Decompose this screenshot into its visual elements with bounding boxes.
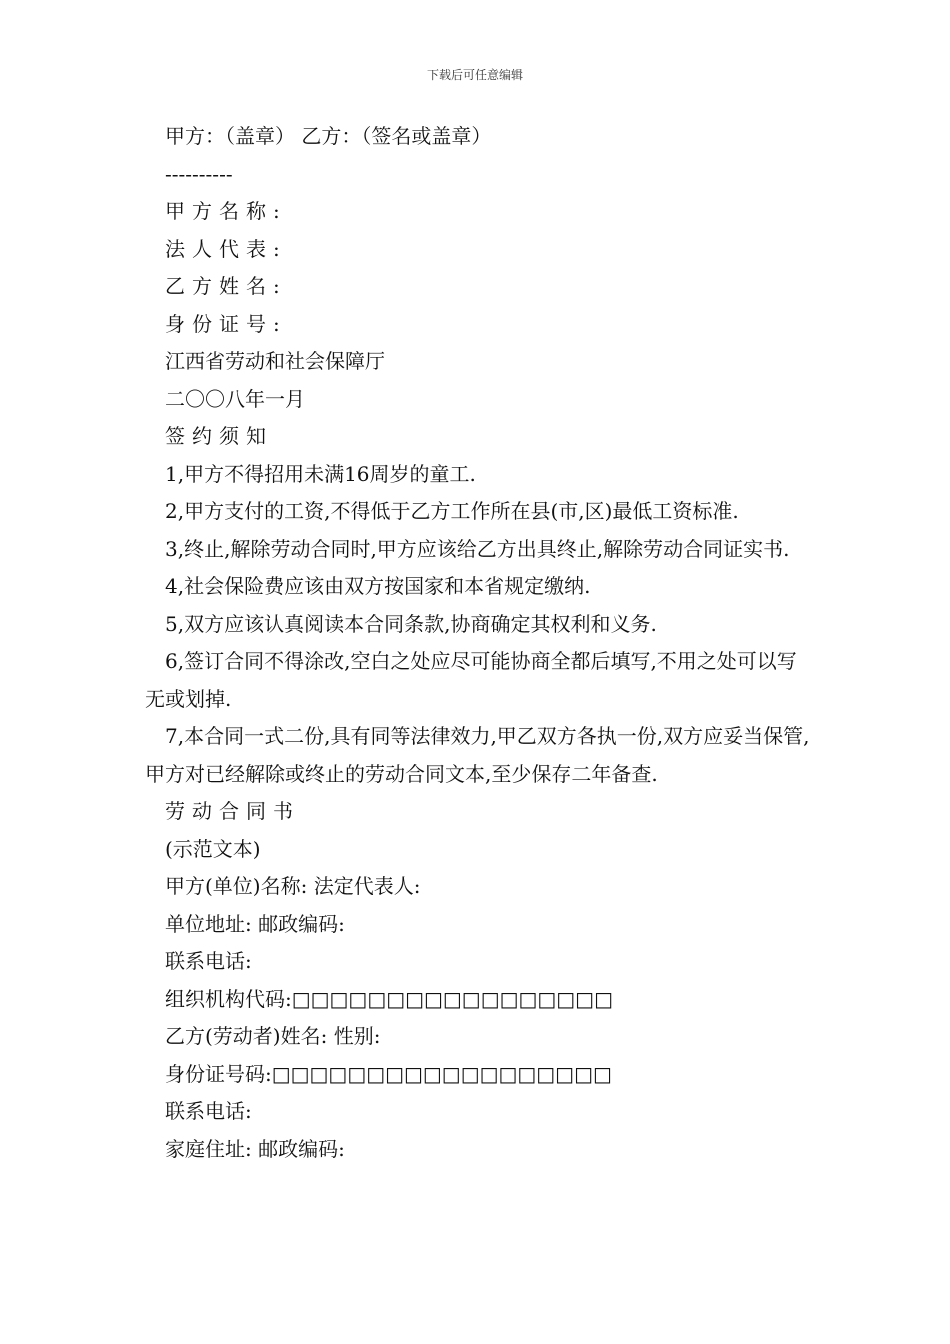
document-body [145, 118, 810, 1168]
issue-date: 二〇〇八年一月 [165, 386, 305, 411]
separator-dashes: ---------- [165, 161, 233, 186]
notice-item-3: 3,终止,解除劳动合同时,甲方应该给乙方出具终止,解除劳动合同证实书. [165, 536, 790, 561]
notice-item-6: 6,签订合同不得涂改,空白之处应尽可能协商全都后填写,不用之处可以写无或划掉. [145, 649, 797, 711]
notice-item-5: 5,双方应该认真阅读本合同条款,协商确定其权利和义务. [165, 611, 657, 636]
worker-name-field: 乙方(劳动者)姓名: 性别: [165, 1024, 381, 1048]
id-number-label: 身份证号: [165, 311, 287, 336]
worker-id-field: 身份证号码:□□□□□□□□□□□□□□□□□□ [165, 1061, 612, 1086]
home-address-field: 家庭住址: 邮政编码: [165, 1136, 345, 1161]
notice-item-4: 4,社会保险费应该由双方按国家和本省规定缴纳. [165, 574, 591, 598]
notice-item-7: 7,本合同一式二份,具有同等法律效力,甲乙双方各执一份,双方应妥当保管,甲方对已经解除或终止的劳动合同文本,至少保存二年备查. [145, 724, 810, 786]
sample-text-label: (示范文本) [165, 836, 261, 861]
worker-phone-field: 联系电话: [165, 1099, 252, 1123]
legal-representative-label: 法人代表: [165, 236, 287, 261]
org-code-field: 组织机构代码:□□□□□□□□□□□□□□□□□ [165, 986, 613, 1011]
notice-item-2: 2,甲方支付的工资,不得低于乙方工作所在县(市,区)最低工资标准. [165, 499, 739, 523]
issuing-authority: 江西省劳动和社会保障厅 [165, 349, 385, 373]
contract-title: 劳动合同书 [165, 799, 300, 823]
party-a-name-label: 甲方名称: [165, 199, 287, 223]
employer-address-field: 单位地址: 邮政编码: [165, 911, 345, 936]
signature-line: 甲方：（盖章） 乙方：（签名或盖章） [165, 124, 492, 148]
party-b-name-label: 乙方姓名: [165, 274, 287, 298]
employer-phone-field: 联系电话: [165, 949, 252, 973]
notice-title: 签约须知 [165, 424, 273, 448]
page-header: 下载后可任意编辑 [426, 68, 523, 82]
employer-name-field: 甲方(单位)名称: 法定代表人: [165, 874, 421, 898]
notice-item-1: 1,甲方不得招用未满16周岁的童工. [165, 461, 476, 486]
